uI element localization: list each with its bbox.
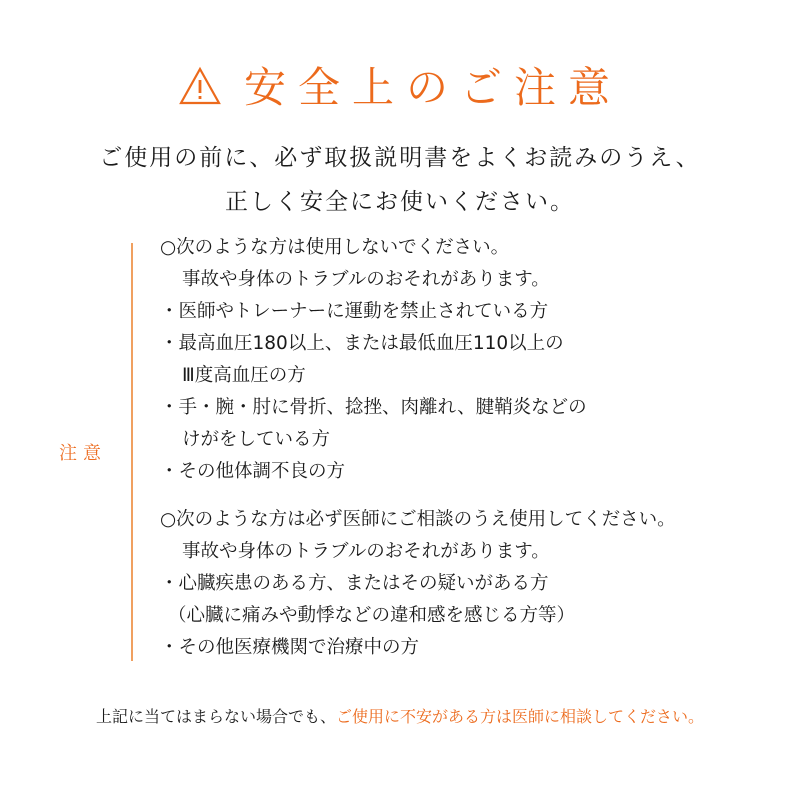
list-item-continuation: （心臓に痛みや動悸などの違和感を感じる方等） — [168, 605, 576, 626]
footer-accent-text: ご使用に不安がある方は医師に相談してください。 — [336, 707, 705, 726]
section2-subheading: 事故や身体のトラブルのおそれがあります。 — [182, 541, 550, 562]
list-item: ・その他医療機関で治療中の方 — [160, 637, 420, 658]
section-gap — [160, 488, 676, 504]
caution-list — [160, 232, 676, 664]
list-item: ・医師やトレーナーに運動を禁止されている方 — [160, 301, 549, 322]
intro-text — [0, 136, 800, 224]
list-item: ・心臓疾患のある方、またはその疑いがある方 — [160, 573, 549, 594]
list-item-continuation: けがをしている方 — [182, 429, 331, 450]
intro-line-2: 正しく安全にお使いください。 — [225, 189, 575, 215]
footer-plain-text: 上記に当てはまらない場合でも、 — [95, 707, 336, 726]
section1-heading: ○次のような方は使用しないでください。 — [160, 237, 510, 258]
list-item: ・最高血圧180以上、または最低血圧110以上の — [160, 333, 564, 354]
warning-triangle-icon — [178, 66, 222, 106]
title-text: 安全上のご注意 — [243, 63, 622, 112]
list-item: ・手・腕・肘に骨折、捻挫、肉離れ、腱鞘炎などの — [160, 397, 587, 418]
section1-subheading: 事故や身体のトラブルのおそれがあります。 — [182, 269, 550, 290]
caution-label: 注意 — [59, 443, 107, 464]
divider-line — [131, 243, 133, 661]
list-item: ・その他体調不良の方 — [160, 461, 346, 482]
list-item-continuation: Ⅲ度高血圧の方 — [182, 365, 306, 386]
page-title — [0, 58, 800, 118]
section2-heading: ○次のような方は必ず医師にご相談のうえ使用してください。 — [160, 509, 676, 530]
footer-note — [0, 704, 800, 727]
intro-line-1: ご使用の前に、必ず取扱説明書をよくお読みのうえ、 — [99, 145, 701, 171]
